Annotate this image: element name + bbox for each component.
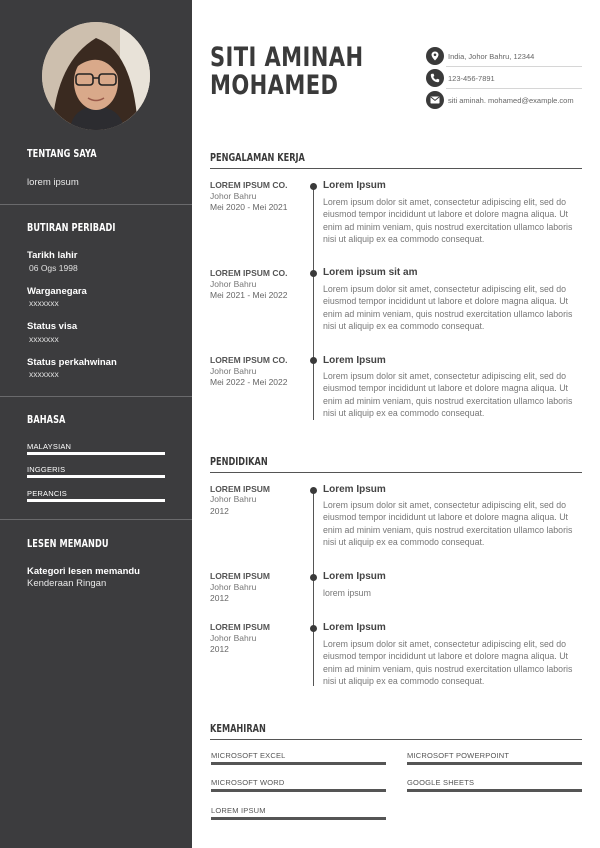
skill-level-bar [211,762,386,765]
entry-description: Lorem ipsum dolor sit amet, consectetur adipiscing elit, sed do eiusmod tempor incididunt ut labore et dolore magna aliqua. Ut enim ad minim veniam, quis nostrud exercitation ullamco laboris nisi ut aliquip ex ea commodo consequat. [323,500,573,548]
language-title: BAHASA [27,414,66,426]
timeline-dot [310,270,317,277]
experience-title: PENGALAMAN KERJA [210,152,305,164]
entry-date: Mei 2021 - Mei 2022 [210,290,288,300]
entry-title: Lorem Ipsum [323,571,386,582]
phone-text: 123-456-7891 [448,73,495,83]
section-rule [210,472,582,473]
phone-icon [426,69,444,87]
timeline-dot [310,625,317,632]
location-pin-icon [426,47,444,65]
entry-description: Lorem ipsum dolor sit amet, consectetur adipiscing elit, sed do eiusmod tempor incididunt ut labore et dolore magna aliqua. Ut enim ad minim veniam, quis nostrud exercitation ullamco laboris nisi ut aliquip ex ea commodo consequat. [323,371,573,419]
skill-name: MICROSOFT EXCEL [211,751,286,760]
personal-label: Warganegara [27,286,87,297]
skill-name: MICROSOFT WORD [211,778,285,787]
personal-label: Status perkahwinan [27,357,117,368]
skill-level-bar [407,789,582,792]
entry-org: LOREM IPSUM [210,571,270,581]
personal-label: Status visa [27,321,78,332]
entry-date: 2012 [210,644,229,654]
entry-title: Lorem Ipsum [323,622,386,633]
entry-description: lorem ipsum [323,588,371,598]
experience-timeline [313,184,314,420]
entry-org: LOREM IPSUM CO. [210,180,288,190]
entry-location: Johor Bahru [210,366,257,376]
name-line-1: SITI AMINAH [210,42,364,73]
section-rule [210,739,582,740]
skills-title: KEMAHIRAN [210,723,266,735]
entry-org: LOREM IPSUM [210,622,270,632]
personal-value: 06 Ogs 1998 [29,263,78,273]
sidebar-divider [0,204,192,205]
entry-location: Johor Bahru [210,494,257,504]
personal-value: xxxxxxx [29,298,59,308]
license-label: Kategori lesen memandu [27,566,140,577]
timeline-dot [310,574,317,581]
entry-title: Lorem Ipsum [323,180,386,191]
entry-org: LOREM IPSUM CO. [210,268,288,278]
education-title: PENDIDIKAN [210,456,268,468]
entry-date: 2012 [210,506,229,516]
name-line-2: MOHAMED [210,70,339,101]
entry-location: Johor Bahru [210,582,257,592]
contact-phone [426,68,495,88]
timeline-dot [310,183,317,190]
full-name [210,44,363,100]
language-name: MALAYSIAN [27,442,72,451]
portrait-image [42,22,150,130]
entry-description: Lorem ipsum dolor sit amet, consectetur adipiscing elit, sed do eiusmod tempor incididunt ut labore et dolore magna aliqua. Ut enim ad minim veniam, quis nostrud exercitation ullamco laboris nisi ut aliquip ex ea commodo consequat. [323,639,573,687]
entry-org: LOREM IPSUM [210,484,270,494]
contact-address [426,46,534,66]
envelope-icon [426,91,444,109]
personal-value: xxxxxxx [29,369,59,379]
entry-location: Johor Bahru [210,191,257,201]
profile-photo [42,22,150,130]
license-value: Kenderaan Ringan [27,578,107,589]
email-text: siti aminah. mohamed@example.com [448,95,574,105]
education-timeline [313,488,314,686]
contact-divider [446,88,582,89]
entry-location: Johor Bahru [210,633,257,643]
address-text: India, Johor Bahru, 12344 [448,51,535,61]
language-name: PERANCIS [27,489,67,498]
language-level-bar [27,475,165,478]
entry-title: Lorem ipsum sit am [323,267,418,278]
skill-name: MICROSOFT POWERPOINT [407,751,510,760]
section-rule [210,168,582,169]
entry-date: Mei 2022 - Mei 2022 [210,377,288,387]
skill-level-bar [211,789,386,792]
sidebar-divider [0,519,192,520]
sidebar [0,0,192,848]
skill-name: GOOGLE SHEETS [407,778,475,787]
entry-description: Lorem ipsum dolor sit amet, consectetur adipiscing elit, sed do eiusmod tempor incididunt ut labore et dolore magna aliqua. Ut enim ad minim veniam, quis nostrud exercitation ullamco laboris nisi ut aliquip ex ea commodo consequat. [323,284,573,332]
sidebar-divider [0,396,192,397]
skill-name: LOREM IPSUM [211,806,266,815]
timeline-dot [310,487,317,494]
entry-date: Mei 2020 - Mei 2021 [210,202,288,212]
about-title: TENTANG SAYA [27,148,97,160]
entry-location: Johor Bahru [210,279,257,289]
language-level-bar [27,499,165,502]
skill-level-bar [211,817,386,820]
contact-email [426,90,574,110]
entry-date: 2012 [210,593,229,603]
language-level-bar [27,452,165,455]
timeline-dot [310,357,317,364]
entry-title: Lorem Ipsum [323,355,386,366]
personal-label: Tarikh lahir [27,250,78,261]
about-text: lorem ipsum [27,177,79,188]
contact-divider [446,66,582,67]
skill-level-bar [407,762,582,765]
entry-title: Lorem Ipsum [323,484,386,495]
language-name: INGGERIS [27,465,66,474]
entry-description: Lorem ipsum dolor sit amet, consectetur adipiscing elit, sed do eiusmod tempor incididunt ut labore et dolore magna aliqua. Ut enim ad minim veniam, quis nostrud exercitation ullamco laboris nisi ut aliquip ex ea commodo consequat. [323,197,573,245]
personal-value: xxxxxxx [29,334,59,344]
license-title: LESEN MEMANDU [27,538,109,550]
personal-title: BUTIRAN PERIBADI [27,222,116,234]
entry-org: LOREM IPSUM CO. [210,355,288,365]
